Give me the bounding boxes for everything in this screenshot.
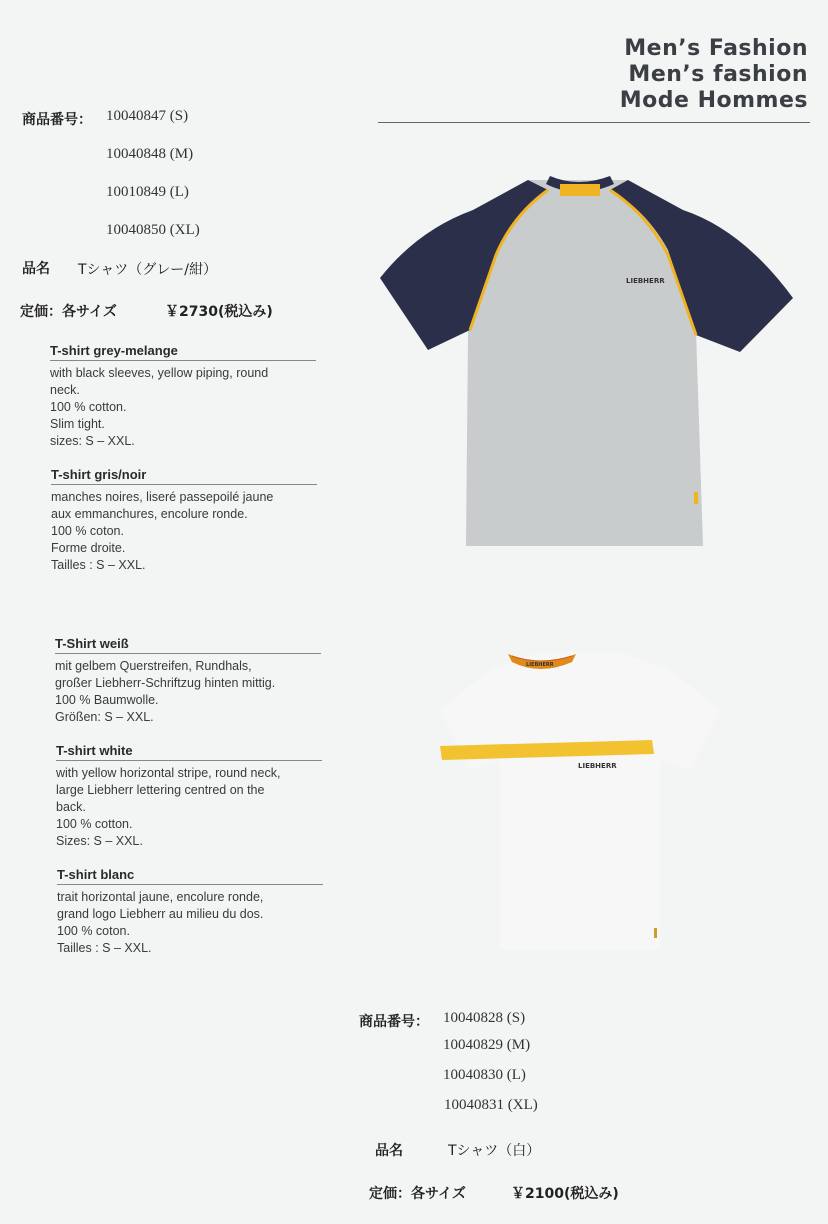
- p2-item-number-m: 10040829 (M): [443, 1037, 531, 1053]
- section-title: T-shirt gris/noir: [51, 467, 317, 485]
- p1-item-number-l: 10010849 (L): [106, 184, 189, 200]
- header-line-1: Men’s Fashion: [624, 36, 808, 61]
- section-line: 100 % coton.: [57, 924, 130, 938]
- p1-name-label: 品名: [22, 261, 50, 277]
- section-line: with black sleeves, yellow piping, round: [50, 366, 269, 380]
- p2-section-en: [56, 743, 322, 850]
- p1-name-value: Tシャツ（グレー/紺）: [78, 262, 217, 278]
- section-line: manches noires, liseré passepoilé jaune: [51, 490, 274, 504]
- section-line: Slim tight.: [50, 417, 105, 431]
- section-line: Tailles : S – XXL.: [57, 941, 152, 955]
- section-line: trait horizontal jaune, encolure ronde,: [57, 890, 264, 904]
- header-line-2: Men’s fashion: [628, 62, 808, 87]
- p1-item-number-xl: 10040850 (XL): [106, 222, 200, 238]
- section-line: large Liebherr lettering centred on the: [56, 783, 265, 797]
- section-line: großer Liebherr-Schriftzug hinten mittig.: [55, 676, 276, 690]
- section-body: [55, 658, 321, 726]
- section-line: grand logo Liebherr au milieu du dos.: [57, 907, 264, 921]
- section-line: aux emmanchures, encolure ronde.: [51, 507, 248, 521]
- shirt-logo: LIEBHERR: [626, 277, 665, 285]
- header-divider: [378, 122, 810, 123]
- p1-price-value: ￥2730(税込み): [165, 304, 273, 320]
- section-body: [50, 365, 316, 450]
- section-body: [56, 765, 322, 850]
- p2-name-value: Tシャツ（白）: [448, 1143, 541, 1159]
- p2-name-label: 品名: [375, 1143, 403, 1159]
- section-line: Sizes: S – XXL.: [56, 834, 143, 848]
- svg-text:LIEBHERR: LIEBHERR: [526, 662, 554, 668]
- p2-price-label: 定価：各サイズ: [369, 1186, 466, 1202]
- p2-section-fr: [57, 867, 323, 957]
- p2-item-number-label: 商品番号：: [359, 1014, 429, 1030]
- section-line: sizes: S – XXL.: [50, 434, 135, 448]
- section-title: T-shirt white: [56, 743, 322, 761]
- grey-tshirt-image: [378, 170, 798, 552]
- p2-section-de: [55, 636, 321, 726]
- p1-item-number-label: 商品番号：: [22, 112, 92, 128]
- p1-item-number-s: 10040847 (S): [106, 108, 189, 124]
- shirt-logo: LIEBHERR: [578, 762, 617, 770]
- section-line: Forme droite.: [51, 541, 126, 555]
- section-line: back.: [56, 800, 86, 814]
- p1-section-fr: [51, 467, 317, 574]
- section-line: 100 % Baumwolle.: [55, 693, 159, 707]
- section-title: T-shirt blanc: [57, 867, 323, 885]
- section-line: 100 % coton.: [51, 524, 124, 538]
- section-body: [57, 889, 323, 957]
- section-body: [51, 489, 317, 574]
- white-tshirt-image: [430, 640, 730, 960]
- section-line: with yellow horizontal stripe, round neck,: [56, 766, 281, 780]
- p1-price-label: 定価：各サイズ: [20, 304, 117, 320]
- p2-item-number-s: 10040828 (S): [443, 1010, 526, 1026]
- section-line: Tailles : S – XXL.: [51, 558, 146, 572]
- section-title: T-shirt grey-melange: [50, 343, 316, 361]
- section-line: 100 % cotton.: [50, 400, 127, 414]
- p2-item-number-l: 10040830 (L): [443, 1067, 526, 1083]
- section-line: 100 % cotton.: [56, 817, 133, 831]
- p2-price-value: ￥2100(税込み): [511, 1186, 619, 1202]
- section-line: Größen: S – XXL.: [55, 710, 154, 724]
- p1-item-number-m: 10040848 (M): [106, 146, 194, 162]
- p2-item-number-xl: 10040831 (XL): [444, 1097, 538, 1113]
- section-line: neck.: [50, 383, 80, 397]
- section-line: mit gelbem Querstreifen, Rundhals,: [55, 659, 252, 673]
- p1-section-en: [50, 343, 316, 450]
- section-title: T-Shirt weiß: [55, 636, 321, 654]
- header-line-3: Mode Hommes: [619, 88, 808, 113]
